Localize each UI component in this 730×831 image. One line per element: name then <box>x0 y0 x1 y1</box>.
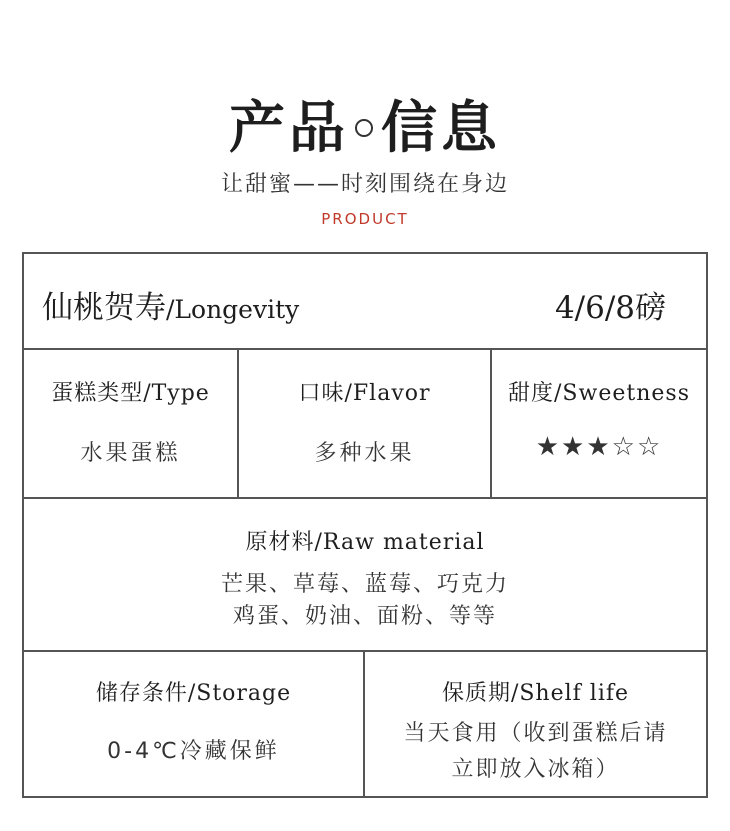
info-table <box>22 252 708 798</box>
storage-cell <box>24 652 365 796</box>
storage-row <box>24 652 706 796</box>
type-cell <box>24 350 239 497</box>
flavor-cell <box>239 350 492 497</box>
sweetness-label: 甜度/Sweetness <box>508 381 690 406</box>
raw-material-line-2: 鸡蛋、奶油、面粉、等等 <box>232 604 497 629</box>
storage-value: 0-4℃冷藏保鲜 <box>107 739 280 764</box>
specs-row <box>24 350 706 499</box>
raw-material-value <box>24 569 706 633</box>
sweetness-stars-icon: ★★★☆☆ <box>535 432 663 462</box>
page-subtitle: 让甜蜜——时刻围绕在身边 <box>220 172 509 197</box>
raw-material-row <box>24 499 706 652</box>
flavor-label: 口味/Flavor <box>298 381 431 406</box>
storage-label: 储存条件/Storage <box>95 681 292 706</box>
product-name-row <box>24 254 706 350</box>
shelf-life-cell <box>365 652 706 796</box>
shelf-life-value <box>365 716 706 788</box>
sweetness-cell <box>492 350 706 497</box>
title-right: 信息 <box>381 95 501 161</box>
raw-material-line-1: 芒果、草莓、蓝莓、巧克力 <box>220 572 509 597</box>
raw-material-label: 原材料/Raw material <box>245 530 485 555</box>
shelf-life-label: 保质期/Shelf life <box>441 681 630 706</box>
flavor-value: 多种水果 <box>314 441 415 466</box>
product-name <box>42 282 299 327</box>
product-tag: PRODUCT <box>321 210 409 228</box>
shelf-life-line-2: 立即放入冰箱） <box>451 757 620 782</box>
circle-separator-icon <box>355 119 373 137</box>
type-value: 水果蛋糕 <box>80 441 181 466</box>
type-label: 蛋糕类型/Type <box>51 381 210 406</box>
product-sizes: 4/6/8磅 <box>554 290 666 326</box>
shelf-life-line-1: 当天食用（收到蛋糕后请 <box>403 721 668 746</box>
raw-material-cell <box>24 499 706 650</box>
product-name-en: /Longevity <box>166 295 300 324</box>
product-name-cn: 仙桃贺寿 <box>42 290 166 326</box>
title-left: 产品 <box>229 95 349 161</box>
page-title <box>0 88 730 168</box>
